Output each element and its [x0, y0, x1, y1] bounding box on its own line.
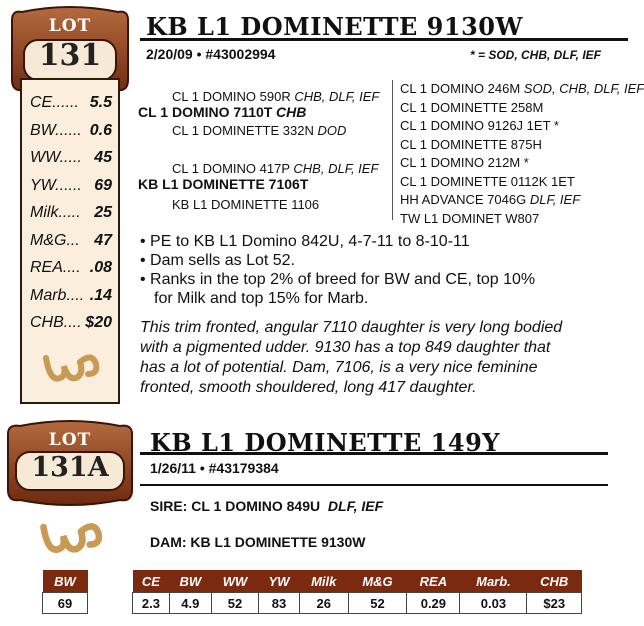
lot-number: 131 — [38, 38, 102, 73]
epd-table — [132, 570, 582, 614]
sire-line: SIRE: CL 1 DOMINO 849U DLF, IEF — [150, 498, 384, 514]
epd-value: .14 — [89, 286, 112, 304]
epd-header: CHB — [527, 570, 582, 593]
epd-value: 2.3 — [133, 593, 170, 614]
epd-value: $23 — [527, 593, 582, 614]
epd-value: 25 — [94, 204, 112, 221]
epd-value: 26 — [299, 593, 348, 614]
pedigree-sire-sire: CL 1 DOMINO 590R CHB, DLF, IEF — [172, 89, 380, 104]
epd-label: Milk..... — [30, 204, 81, 221]
pedigree-sire-dam: CL 1 DOMINETTE 332N DOD — [172, 123, 347, 138]
dam-line: DAM: KB L1 DOMINETTE 9130W — [150, 534, 366, 550]
description: This trim fronted, angular 7110 daughter is very long bodied with a pigmented udder. 9130 has a top 849 daughter that has a lot of potential. Dam, 7106, is a very nice feminine fronted, smooth shouldered, long 417 daughter. — [140, 319, 563, 396]
pedigree-dam: KB L1 DOMINETTE 7106T — [138, 176, 309, 192]
pedigree-dam-dam: KB L1 DOMINETTE 1106 — [172, 197, 320, 212]
epd-value: 0.29 — [407, 593, 460, 614]
lot-number: 131A — [31, 452, 109, 483]
animal-name: KB L1 DOMINETTE 149Y — [150, 428, 500, 457]
epd-label: YW...... — [30, 176, 82, 194]
epd-header: BW — [169, 570, 211, 593]
animal-name: KB L1 DOMINETTE 9130W — [146, 12, 523, 41]
pedigree-ancestor: CL 1 DOMINO 9126J 1ET * — [400, 118, 559, 133]
epd-header: REA — [407, 570, 460, 593]
epd-value: 0.03 — [460, 593, 527, 614]
epd-header: M&G — [348, 570, 407, 593]
epd-label: M&G... — [30, 231, 80, 249]
epd-value: 52 — [348, 593, 407, 614]
epd-label: REA.... — [30, 259, 81, 276]
epd-value: 5.5 — [89, 94, 112, 111]
birth-registration: 1/26/11 • #43179384 — [150, 460, 279, 476]
pedigree-ancestor: CL 1 DOMINETTE 0112K 1ET — [400, 173, 575, 189]
lot-label: LOT — [48, 430, 92, 450]
bullet-item: • PE to KB L1 Domino 842U, 4-7-11 to 8-10-11 — [140, 233, 470, 250]
pedigree-divider — [392, 80, 393, 220]
epd-value: 4.9 — [169, 593, 211, 614]
brand-icon — [40, 348, 102, 388]
epd-value: 69 — [94, 176, 112, 194]
epd-value: 45 — [94, 149, 112, 166]
epd-value: .08 — [89, 259, 112, 276]
epd-header: Milk — [299, 570, 348, 593]
code-key: * = SOD, CHB, DLF, IEF — [470, 48, 602, 62]
epd-value: 0.6 — [89, 121, 112, 139]
epd-value: 52 — [211, 593, 258, 614]
epd-label: BW...... — [30, 121, 82, 139]
epd-value: 47 — [94, 231, 112, 249]
pedigree-ancestor: HH ADVANCE 7046G DLF, IEF — [400, 192, 581, 207]
epd-header: WW — [211, 570, 258, 593]
pedigree-ancestor: CL 1 DOMINETTE 875H — [400, 136, 542, 152]
epd-header: Marb. — [460, 570, 527, 593]
epd-value: $20 — [85, 314, 112, 331]
pedigree-sire: CL 1 DOMINO 7110T CHB — [138, 104, 307, 120]
bw-table — [42, 570, 88, 614]
bullet-list — [140, 232, 535, 308]
lot-badge — [2, 420, 138, 512]
epd-box — [20, 78, 120, 404]
bullet-item: • Dam sells as Lot 52. — [140, 252, 295, 269]
pedigree-dam-sire: CL 1 DOMINO 417P CHB, DLF, IEF — [172, 161, 379, 176]
bullet-item: for Milk and top 15% for Marb. — [154, 290, 369, 307]
bullet-item: • Ranks in the top 2% of breed for BW and CE, top 10% — [140, 271, 536, 288]
epd-header: CE — [133, 570, 170, 593]
birth-registration: 2/20/09 • #43002994 — [146, 46, 276, 62]
pedigree-ancestor: CL 1 DOMINO 246M SOD, CHB, DLF, IEF — [400, 81, 644, 96]
brand-icon — [36, 516, 106, 560]
pedigree-ancestor: CL 1 DOMINO 212M * — [400, 155, 529, 170]
epd-header: YW — [259, 570, 300, 593]
epd-label: Marb.... — [30, 286, 85, 304]
bw-header: BW — [43, 570, 88, 593]
epd-label: CHB.... — [30, 314, 82, 331]
epd-label: CE...... — [30, 94, 79, 111]
epd-label: WW..... — [30, 149, 82, 166]
bw-value: 69 — [43, 593, 88, 614]
pedigree-ancestor: TW L1 DOMINET W807 — [400, 210, 540, 226]
pedigree-ancestor: CL 1 DOMINETTE 258M — [400, 99, 544, 115]
lot-label: LOT — [48, 16, 92, 36]
header-rule — [140, 484, 608, 486]
epd-value: 83 — [259, 593, 300, 614]
